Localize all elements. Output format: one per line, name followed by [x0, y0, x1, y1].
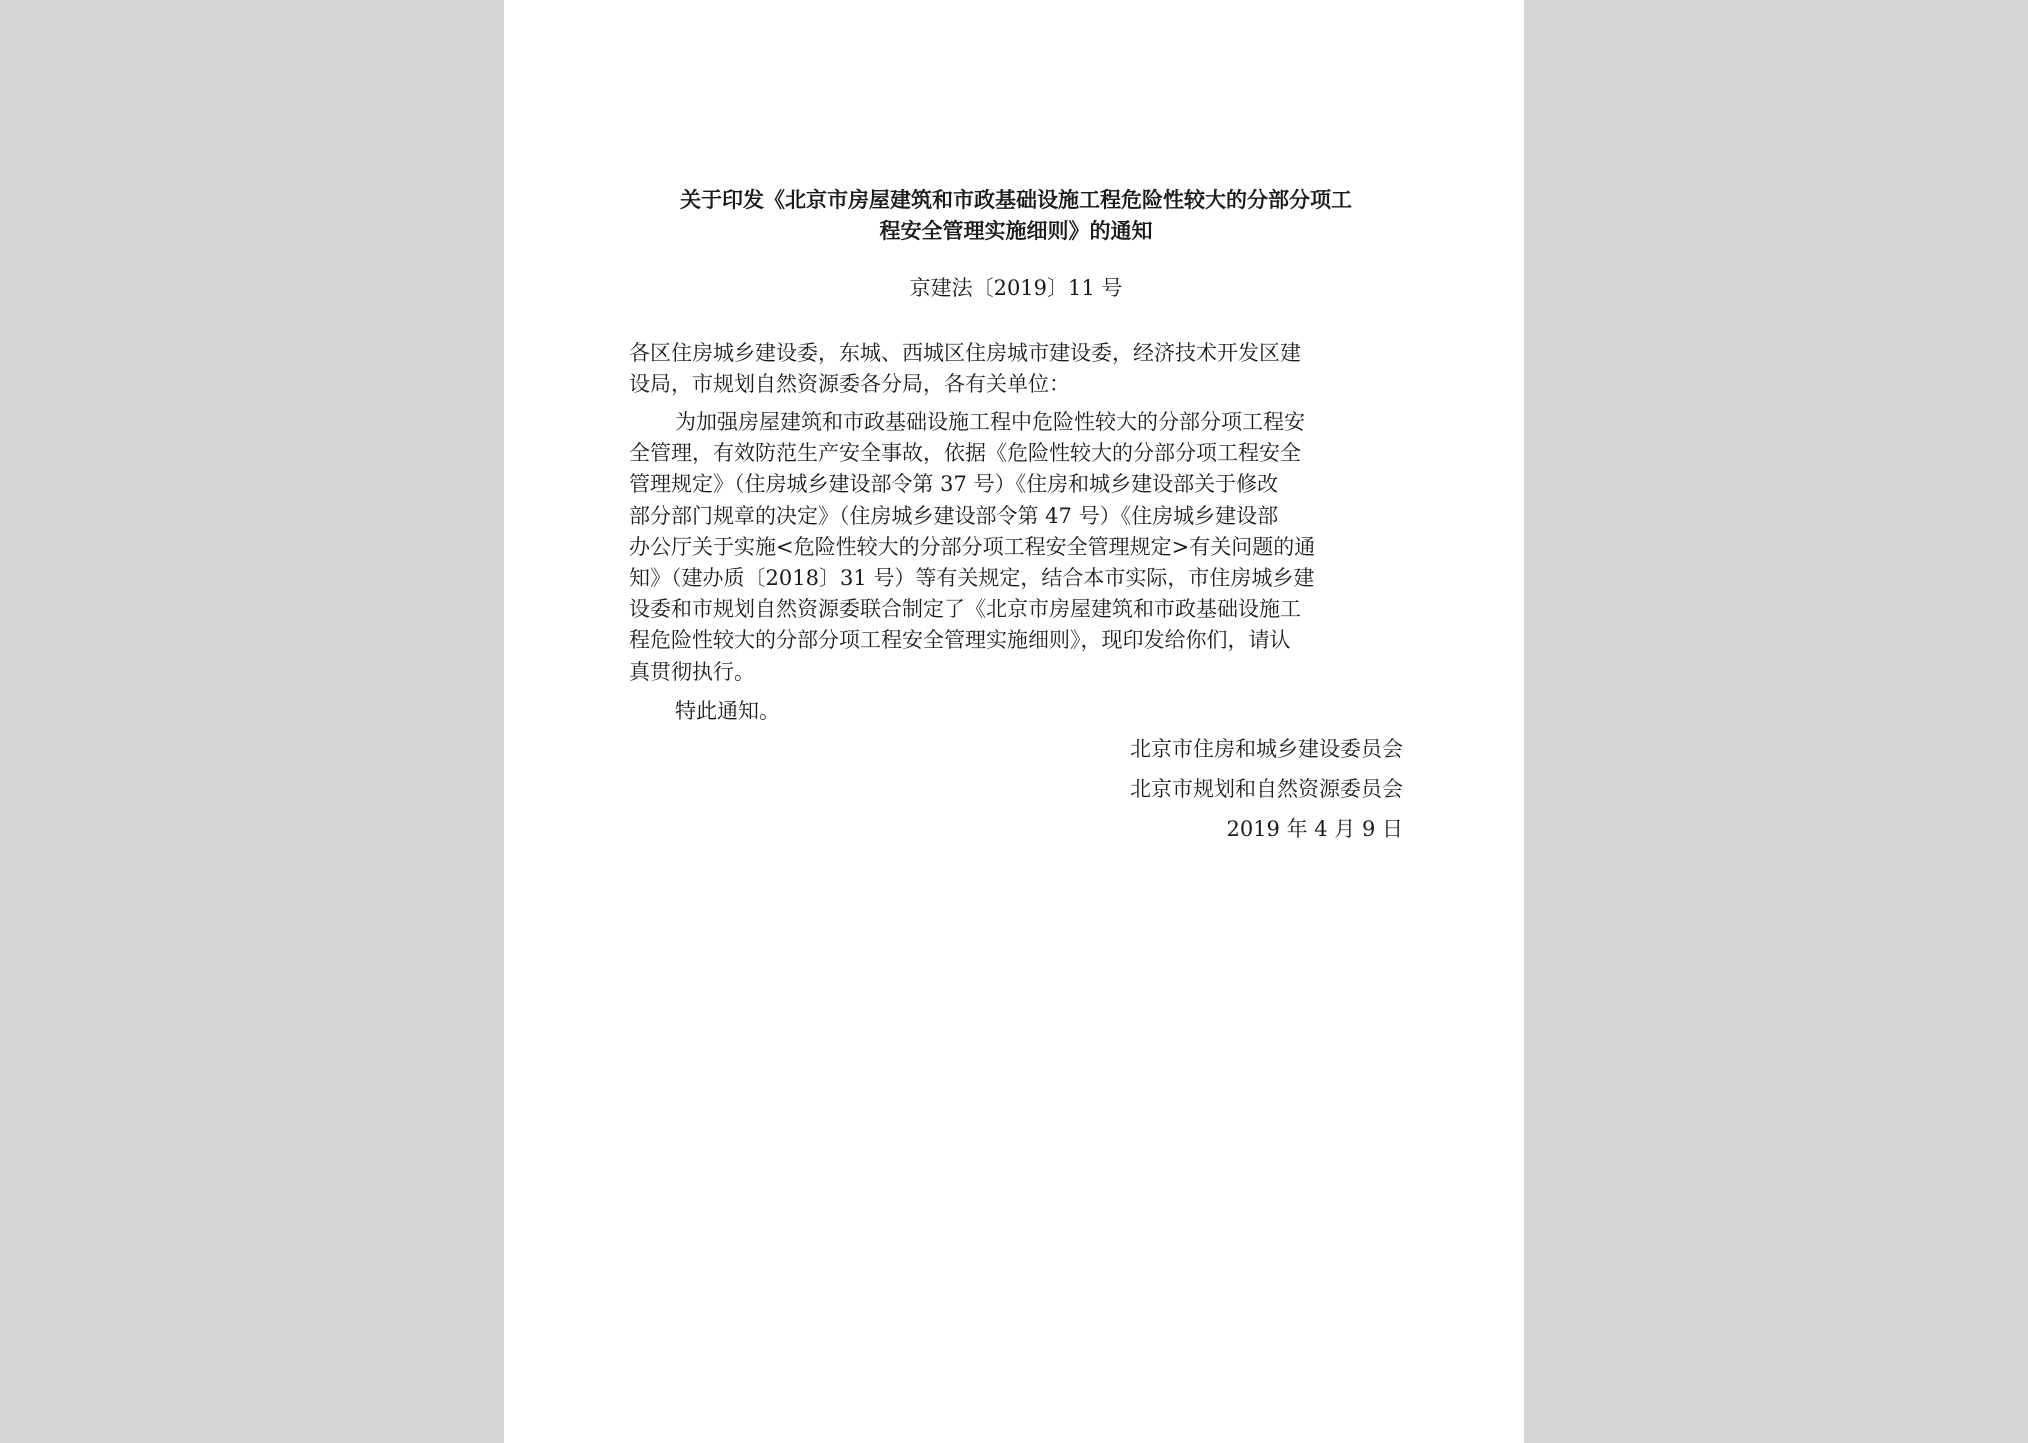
- body-line: 程危险性较大的分部分项工程安全管理实施细则》，现印发给你们，请认: [629, 628, 1291, 653]
- body-line: 为加强房屋建筑和市政基础设施工程中危险性较大的分部分项工程安: [675, 410, 1305, 434]
- closing-line: 特此通知。: [675, 698, 780, 723]
- title-line: 程安全管理实施细则》的通知: [879, 219, 1153, 243]
- addressee-line: 设局，市规划自然资源委各分局，各有关单位：: [629, 372, 1070, 396]
- page-content: [629, 185, 1403, 849]
- signature-block: [629, 729, 1403, 849]
- body-line: 管理规定》（住房城乡建设部令第 37 号）《住房和城乡建设部关于修改: [629, 472, 1279, 497]
- body-line: 全管理，有效防范生产安全事故，依据《危险性较大的分部分项工程安全: [629, 441, 1301, 466]
- body-line: 办公厅关于实施<危险性较大的分部分项工程安全管理规定>有关问题的通: [629, 534, 1316, 559]
- addressee-line: 各区住房城乡建设委，东城、西城区住房城市建设委，经济技术开发区建: [629, 341, 1301, 365]
- body-paragraph: [629, 407, 1403, 688]
- body-line: 设委和市规划自然资源委联合制定了《北京市房屋建筑和市政基础设施工: [629, 597, 1301, 622]
- signing-date: 2019 年 4 月 9 日: [1226, 816, 1403, 841]
- closing-remark: [629, 696, 1403, 727]
- body-line: 知》（建办质〔2018〕31 号）等有关规定，结合本市实际，市住房城乡建: [629, 566, 1315, 591]
- document-page: [504, 0, 1524, 1443]
- signing-organization: 北京市规划和自然资源委员会: [1130, 776, 1403, 801]
- document-number: 京建法〔2019〕11 号: [909, 276, 1123, 300]
- title-line: 关于印发《北京市房屋建筑和市政基础设施工程危险性较大的分部分项工: [680, 188, 1352, 212]
- document-title: [629, 185, 1403, 247]
- signing-organization: 北京市住房和城乡建设委员会: [1130, 736, 1403, 761]
- body-line: 部分部门规章的决定》（住房城乡建设部令第 47 号）《住房城乡建设部: [629, 503, 1279, 528]
- addressee: [629, 338, 1403, 400]
- body-line: 真贯彻执行。: [629, 659, 755, 684]
